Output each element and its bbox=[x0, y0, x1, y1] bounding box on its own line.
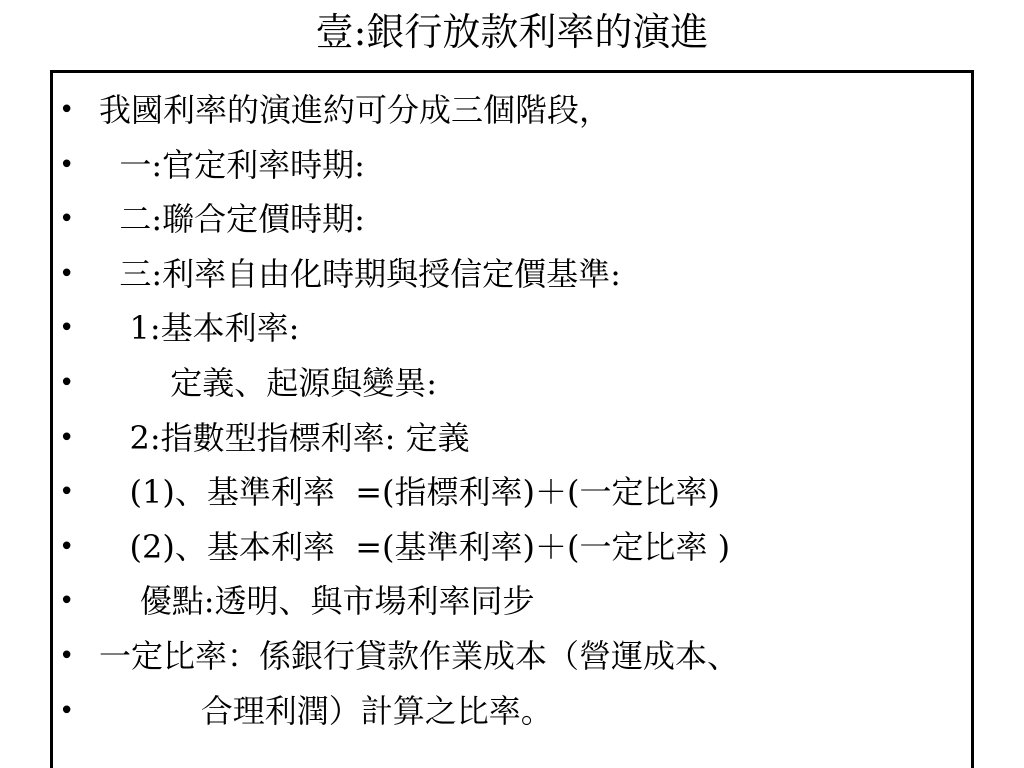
bullet-icon: • bbox=[59, 531, 75, 562]
bullet-item-5 bbox=[53, 301, 971, 356]
bullet-icon: • bbox=[59, 422, 75, 453]
bullet-text: (2)、基本利率 =(基準利率)＋(一定比率 ) bbox=[99, 527, 731, 566]
bullet-text: 二:聯合定價時期: bbox=[99, 200, 365, 239]
bullet-icon: • bbox=[59, 258, 75, 289]
bullet-text: 1:基本利率: bbox=[99, 309, 300, 348]
bullet-list bbox=[53, 83, 971, 738]
bullet-item-4 bbox=[53, 247, 971, 302]
slide-title: 壹:銀行放款利率的演進 bbox=[315, 10, 709, 54]
bullet-item-1 bbox=[53, 83, 971, 138]
content-box bbox=[50, 70, 974, 768]
bullet-text: 合理利潤）計算之比率。 bbox=[99, 691, 553, 730]
bullet-item-7 bbox=[53, 411, 971, 466]
bullet-text: 一定比率：係銀行貸款作業成本（營運成本、 bbox=[99, 636, 740, 675]
bullet-item-10 bbox=[53, 574, 971, 629]
bullet-icon: • bbox=[59, 95, 75, 125]
bullet-text: 2:指數型指標利率: 定義 bbox=[99, 418, 470, 457]
bullet-text: (1)、基準利率 =(指標利率)＋(一定比率) bbox=[99, 473, 720, 512]
bullet-item-8 bbox=[53, 465, 971, 520]
bullet-text: 優點:透明、與市場利率同步 bbox=[99, 582, 535, 621]
bullet-icon: • bbox=[59, 204, 75, 235]
bullet-text: 一:官定利率時期: bbox=[99, 145, 365, 184]
bullet-item-2 bbox=[53, 138, 971, 193]
bullet-icon: • bbox=[59, 367, 75, 398]
bullet-item-3 bbox=[53, 192, 971, 247]
bullet-text: 我國利率的演進約可分成三個階段， bbox=[99, 91, 612, 129]
bullet-text: 三:利率自由化時期與授信定價基準: bbox=[99, 254, 621, 293]
bullet-item-11 bbox=[53, 629, 971, 684]
bullet-item-12 bbox=[53, 684, 971, 739]
bullet-icon: • bbox=[59, 149, 75, 180]
bullet-item-6 bbox=[53, 356, 971, 411]
bullet-icon: • bbox=[59, 313, 75, 344]
bullet-icon: • bbox=[59, 477, 75, 508]
bullet-item-9 bbox=[53, 520, 971, 575]
bullet-icon: • bbox=[59, 586, 75, 617]
bullet-text: 定義、起源與變異: bbox=[99, 363, 437, 402]
bullet-icon: • bbox=[59, 640, 75, 671]
bullet-icon: • bbox=[59, 695, 75, 726]
